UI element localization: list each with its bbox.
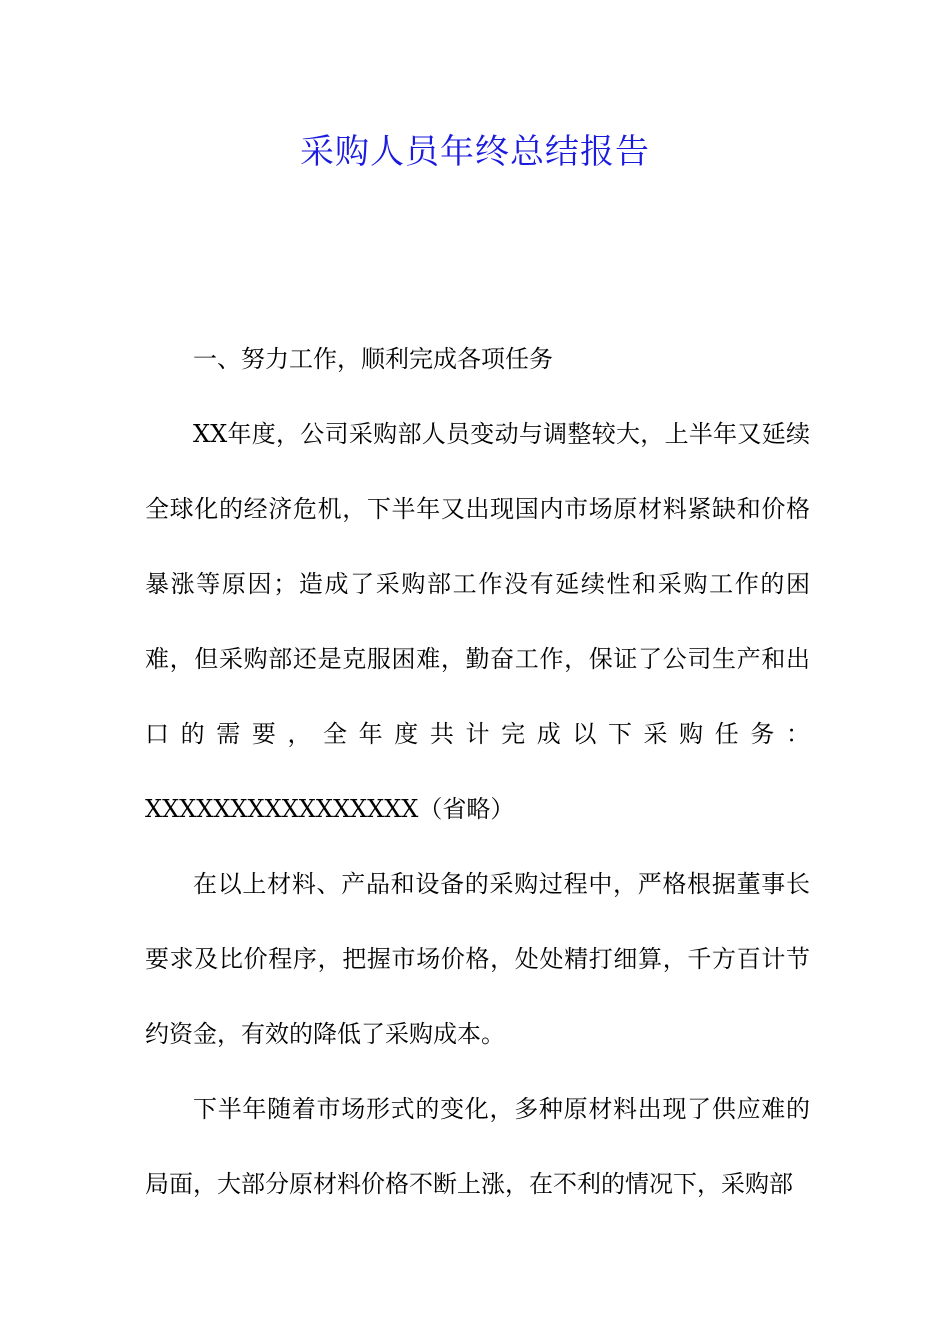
paragraph-2: 在以上材料、产品和设备的采购过程中，严格根据董事长要求及比价程序，把握市场价格，处处精打细算，千方百计节约资金，有效的降低了采购成本。 bbox=[145, 870, 810, 1048]
document-body bbox=[145, 397, 810, 1222]
document-title: 采购人员年终总结报告 bbox=[300, 132, 650, 172]
paragraph-1: XX年度，公司采购部人员变动与调整较大，上半年又延续全球化的经济危机，下半年又出现国内市场原材料紧缺和价格暴涨等原因；造成了采购部工作没有延续性和采购工作的困难，但采购部还是克服困难，勤奋工作，保证了公司生产和出口的需要，全年度共计完成以下采购任务：XXXXXXXXXXXXXXXX（省略） bbox=[145, 420, 810, 823]
paragraph-3: 下半年随着市场形式的变化，多种原材料出现了供应难的局面，大部分原材料价格不断上涨，在不利的情况下，采购部 bbox=[145, 1095, 810, 1198]
section-heading: 一、努力工作，顺利完成各项任务 bbox=[193, 345, 553, 373]
